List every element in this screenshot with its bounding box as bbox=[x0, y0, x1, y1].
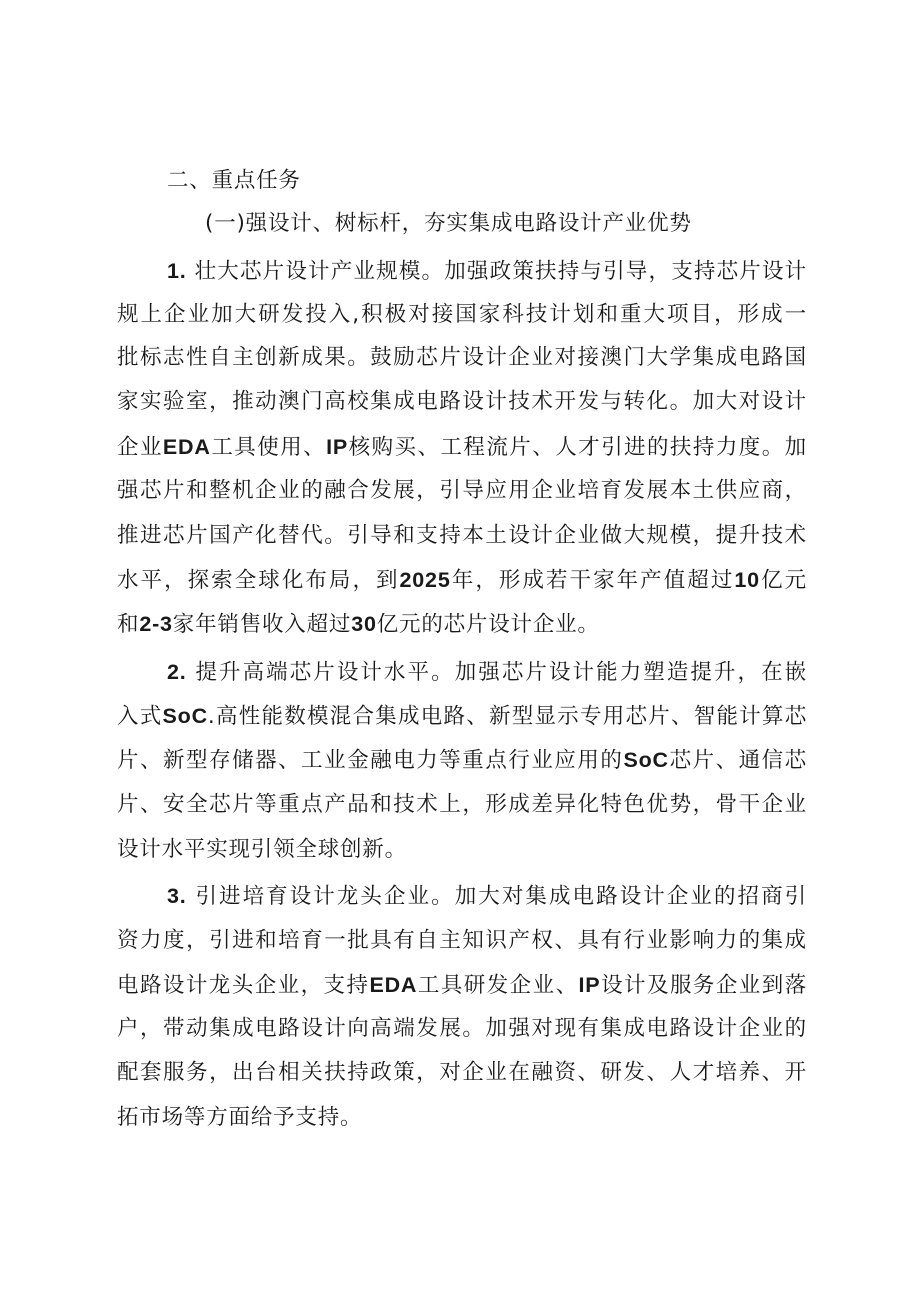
item-1-line-7: 推进芯片国产化替代。引导和支持本土设计企业做大规模，提升技术 bbox=[117, 523, 807, 548]
item-3-line-5: 配套服务，出台相关扶持政策，对企业在融资、研发、人才培养、开 bbox=[117, 1060, 807, 1085]
item-1-line-1: 1. 壮大芯片设计产业规模。加强政策扶持与引导，支持芯片设计 bbox=[167, 259, 807, 284]
item-1-number: 1. bbox=[167, 259, 187, 283]
item-1-line-3: 批标志性自主创新成果。鼓励芯片设计企业对接澳门大学集成电路国 bbox=[117, 345, 807, 370]
item-2-number: 2. bbox=[167, 660, 187, 684]
item-3-line-1: 3. 引进培育设计龙头企业。加大对集成电路设计企业的招商引 bbox=[167, 884, 807, 909]
item-1-line-9: 和2-3家年销售收入超过30亿元的芯片设计企业。 bbox=[117, 612, 600, 637]
section-heading: 二、重点任务 bbox=[167, 168, 301, 193]
item-3-line-4: 户，带动集成电路设计向高端发展。加强对现有集成电路设计企业的 bbox=[117, 1016, 807, 1041]
item-2-line-4: 片、安全芯片等重点产品和技术上，形成差异化特色优势，骨干企业 bbox=[117, 792, 807, 817]
item-3-line-6: 拓市场等方面给予支持。 bbox=[117, 1105, 363, 1130]
item-1-line-8: 水平，探索全球化布局，到2025年，形成若干家年产值超过10亿元 bbox=[117, 568, 807, 593]
item-2-line-3: 片、新型存储器、工业金融电力等重点行业应用的SoC芯片、通信芯 bbox=[117, 748, 807, 773]
item-2-line-2: 入式SoC.高性能数模混合集成电路、新型显示专用芯片、智能计算芯 bbox=[117, 704, 807, 729]
item-1-line-4: 家实验室，推动澳门高校集成电路设计技术开发与转化。加大对设计 bbox=[117, 389, 807, 414]
item-3-number: 3. bbox=[167, 884, 187, 908]
item-2-line-5: 设计水平实现引领全球创新。 bbox=[117, 837, 407, 862]
item-3-line-3: 电路设计龙头企业，支持EDA工具研发企业、IP设计及服务企业到落 bbox=[117, 973, 807, 998]
item-2-line-1: 2. 提升高端芯片设计水平。加强芯片设计能力塑造提升，在嵌 bbox=[167, 660, 807, 685]
section-subheading: (一)强设计、树标杆，夯实集成电路设计产业优势 bbox=[205, 211, 692, 236]
item-1-line-2: 规上企业加大研发投入,积极对接国家科技计划和重大项目，形成一 bbox=[117, 302, 807, 327]
item-1-line-6: 强芯片和整机企业的融合发展，引导应用企业培育发展本土供应商， bbox=[117, 478, 807, 503]
item-3-line-2: 资力度，引进和培育一批具有自主知识产权、具有行业影响力的集成 bbox=[117, 928, 807, 953]
item-1-line-5: 企业EDA工具使用、IP核购买、工程流片、人才引进的扶持力度。加 bbox=[117, 435, 807, 460]
